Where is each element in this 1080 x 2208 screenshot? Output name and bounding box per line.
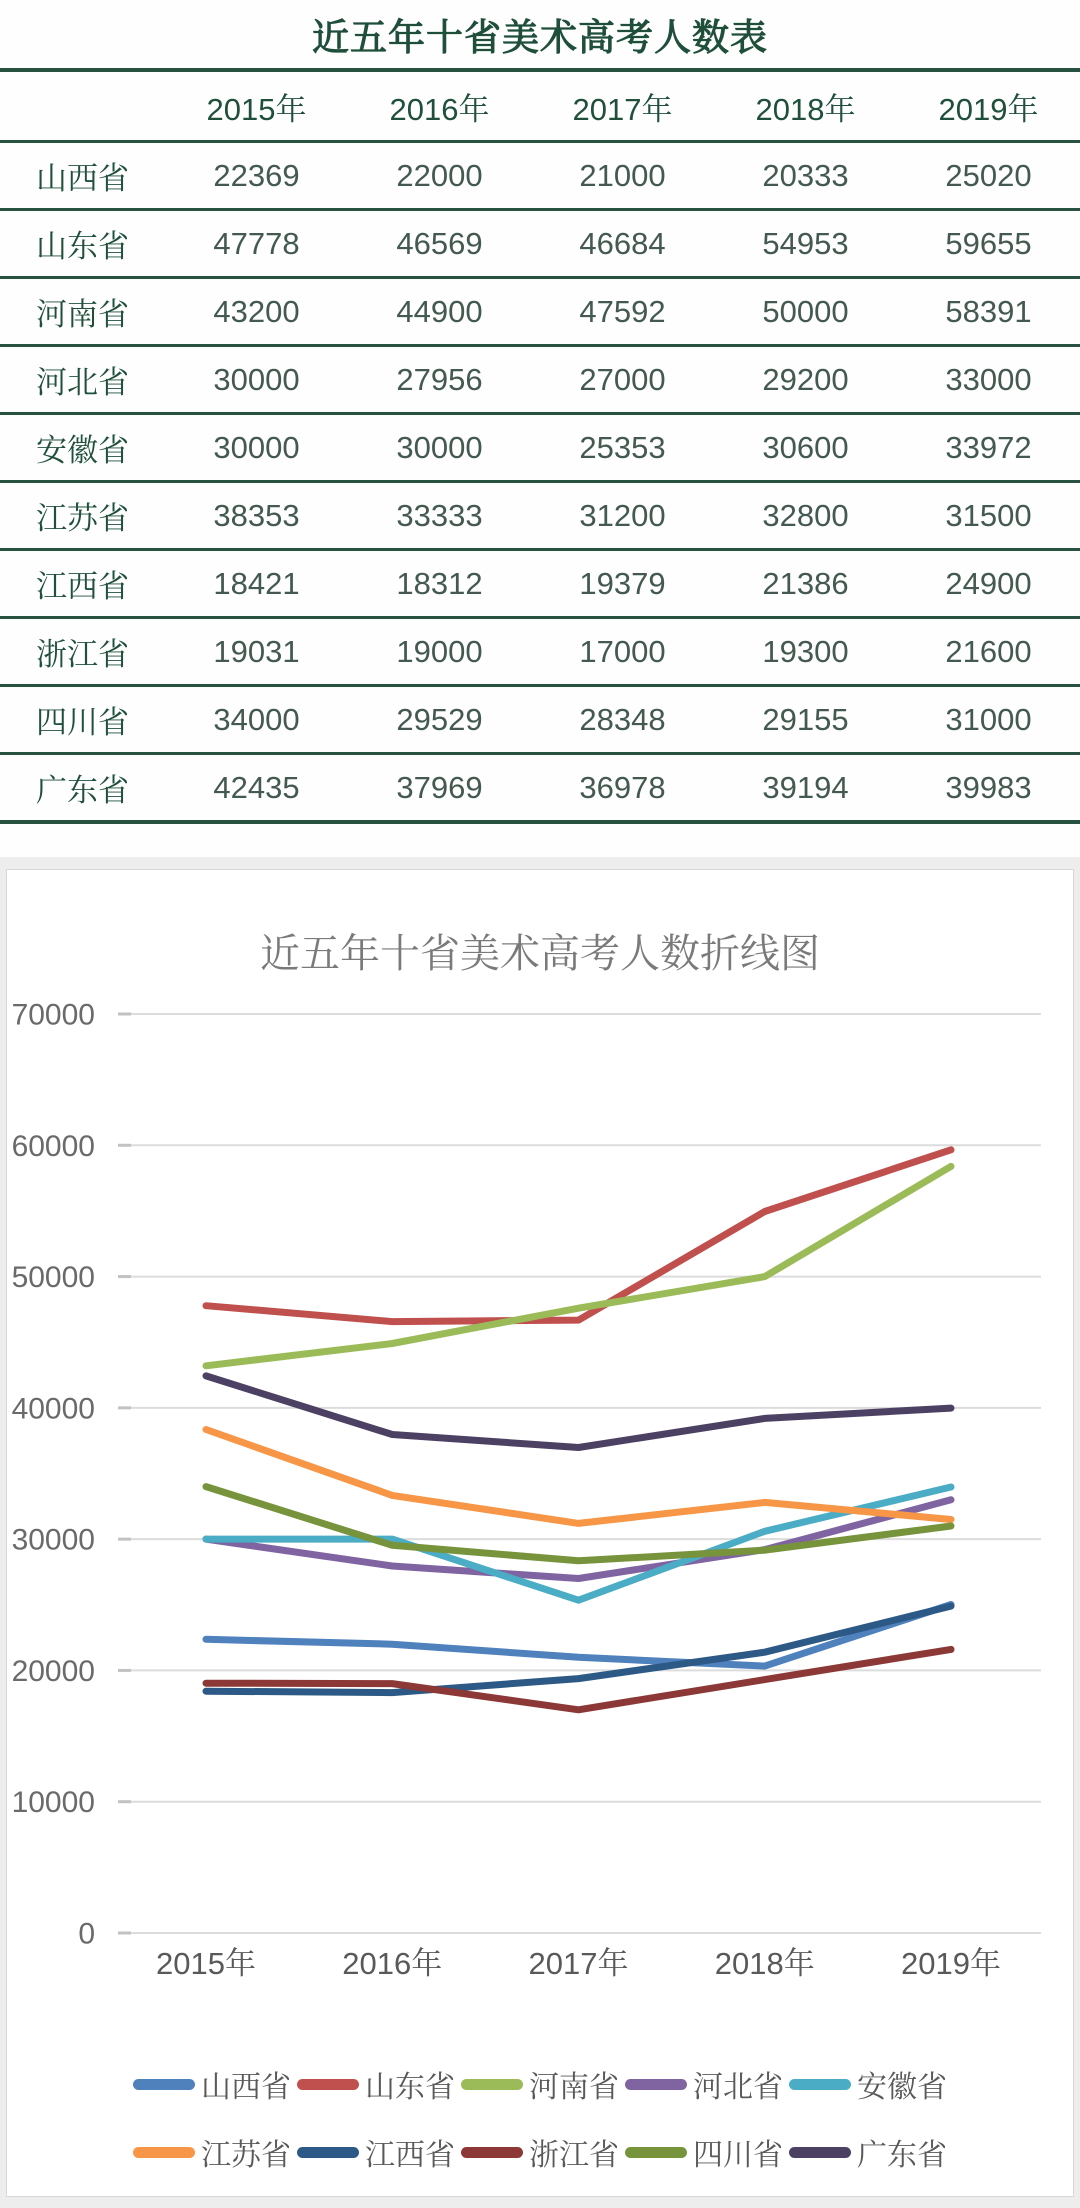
value-cell: 25353 — [531, 414, 714, 482]
legend-swatch — [461, 2079, 523, 2090]
province-cell: 山西省 — [0, 142, 165, 210]
legend-label: 四川省 — [693, 2139, 783, 2172]
value-cell: 46684 — [531, 210, 714, 278]
value-cell: 37969 — [348, 754, 531, 823]
legend-item — [625, 2062, 783, 2106]
value-cell: 31200 — [531, 482, 714, 550]
value-cell: 50000 — [714, 278, 897, 346]
province-cell: 浙江省 — [0, 618, 165, 686]
value-cell: 59655 — [897, 210, 1080, 278]
table-row — [0, 550, 1080, 618]
legend-item — [297, 2062, 455, 2106]
value-cell: 30600 — [714, 414, 897, 482]
series-line-江苏省 — [206, 1430, 951, 1524]
table-row — [0, 210, 1080, 278]
legend-label: 安徽省 — [857, 2071, 947, 2104]
province-cell: 河北省 — [0, 346, 165, 414]
legend-item — [625, 2130, 783, 2174]
value-cell: 19379 — [531, 550, 714, 618]
province-cell: 广东省 — [0, 754, 165, 823]
table-row — [0, 346, 1080, 414]
legend-row-2 — [7, 2130, 1073, 2174]
value-cell: 22000 — [348, 142, 531, 210]
province-cell: 河南省 — [0, 278, 165, 346]
value-cell: 27000 — [531, 346, 714, 414]
legend-swatch — [789, 2147, 851, 2158]
value-cell: 21600 — [897, 618, 1080, 686]
legend-label: 河南省 — [529, 2071, 619, 2104]
y-axis-label: 10000 — [11, 1786, 95, 1820]
value-cell: 31500 — [897, 482, 1080, 550]
legend-swatch — [133, 2147, 195, 2158]
value-cell: 19300 — [714, 618, 897, 686]
legend-item — [133, 2062, 291, 2106]
year-header: 2016年 — [348, 70, 531, 142]
value-cell: 39194 — [714, 754, 897, 823]
table-header-row — [0, 70, 1080, 142]
value-cell: 33000 — [897, 346, 1080, 414]
province-cell: 山东省 — [0, 210, 165, 278]
table-row — [0, 142, 1080, 210]
legend-swatch — [461, 2147, 523, 2158]
value-cell: 29529 — [348, 686, 531, 754]
value-cell: 29200 — [714, 346, 897, 414]
table-title: 近五年十省美术高考人数表 — [312, 17, 768, 58]
y-axis-label: 40000 — [11, 1392, 95, 1426]
value-cell: 31000 — [897, 686, 1080, 754]
x-axis-label: 2017年 — [528, 1946, 629, 1981]
legend-item — [789, 2062, 947, 2106]
y-axis-label: 30000 — [11, 1523, 95, 1557]
value-cell: 33333 — [348, 482, 531, 550]
value-cell: 33972 — [897, 414, 1080, 482]
value-cell: 21386 — [714, 550, 897, 618]
value-cell: 21000 — [531, 142, 714, 210]
legend-label: 山西省 — [201, 2071, 291, 2104]
chart-legend — [7, 2062, 1073, 2174]
value-cell: 54953 — [714, 210, 897, 278]
value-cell: 27956 — [348, 346, 531, 414]
value-cell: 30000 — [165, 414, 348, 482]
value-cell: 19031 — [165, 618, 348, 686]
y-axis-label: 20000 — [11, 1654, 95, 1688]
value-cell: 25020 — [897, 142, 1080, 210]
legend-label: 山东省 — [365, 2071, 455, 2104]
value-cell: 24900 — [897, 550, 1080, 618]
province-cell: 四川省 — [0, 686, 165, 754]
legend-label: 广东省 — [857, 2139, 947, 2172]
value-cell: 46569 — [348, 210, 531, 278]
table-corner-cell — [0, 70, 165, 142]
province-cell: 江西省 — [0, 550, 165, 618]
value-cell: 29155 — [714, 686, 897, 754]
y-axis-label: 70000 — [11, 998, 95, 1032]
table-row — [0, 278, 1080, 346]
legend-swatch — [789, 2079, 851, 2090]
province-data-table — [0, 68, 1080, 824]
year-header: 2019年 — [897, 70, 1080, 142]
legend-row-1 — [7, 2062, 1073, 2106]
legend-item — [133, 2130, 291, 2174]
table-body — [0, 142, 1080, 823]
y-axis-label: 50000 — [11, 1261, 95, 1295]
value-cell: 58391 — [897, 278, 1080, 346]
legend-item — [461, 2062, 619, 2106]
chart-title: 近五年十省美术高考人数折线图 — [260, 932, 820, 976]
year-header: 2018年 — [714, 70, 897, 142]
year-header: 2017年 — [531, 70, 714, 142]
legend-item — [461, 2130, 619, 2174]
value-cell: 30000 — [165, 346, 348, 414]
x-axis-label: 2019年 — [901, 1946, 1001, 1981]
chart-card — [6, 869, 1074, 2197]
value-cell: 18312 — [348, 550, 531, 618]
legend-swatch — [133, 2079, 195, 2090]
value-cell: 20333 — [714, 142, 897, 210]
series-line-河南省 — [206, 1166, 951, 1365]
legend-swatch — [297, 2147, 359, 2158]
table-row — [0, 414, 1080, 482]
x-axis-label: 2015年 — [156, 1946, 256, 1981]
value-cell: 47778 — [165, 210, 348, 278]
value-cell: 28348 — [531, 686, 714, 754]
legend-label: 江苏省 — [201, 2139, 291, 2172]
y-axis-label: 0 — [78, 1917, 95, 1951]
year-header: 2015年 — [165, 70, 348, 142]
value-cell: 38353 — [165, 482, 348, 550]
value-cell: 17000 — [531, 618, 714, 686]
legend-label: 河北省 — [693, 2071, 783, 2104]
table-row — [0, 482, 1080, 550]
value-cell: 30000 — [348, 414, 531, 482]
legend-item — [789, 2130, 947, 2174]
value-cell: 42435 — [165, 754, 348, 823]
value-cell: 43200 — [165, 278, 348, 346]
line-chart — [7, 980, 1075, 1992]
table-row — [0, 686, 1080, 754]
value-cell: 39983 — [897, 754, 1080, 823]
legend-item — [297, 2130, 455, 2174]
legend-swatch — [625, 2147, 687, 2158]
legend-swatch — [297, 2079, 359, 2090]
value-cell: 44900 — [348, 278, 531, 346]
legend-swatch — [625, 2079, 687, 2090]
x-axis-label: 2018年 — [714, 1946, 815, 1981]
value-cell: 32800 — [714, 482, 897, 550]
series-line-江西省 — [206, 1606, 951, 1693]
value-cell: 19000 — [348, 618, 531, 686]
series-line-广东省 — [206, 1376, 951, 1448]
table-row — [0, 754, 1080, 823]
value-cell: 18421 — [165, 550, 348, 618]
value-cell: 47592 — [531, 278, 714, 346]
value-cell: 36978 — [531, 754, 714, 823]
table-card — [0, 0, 1080, 857]
x-axis-label: 2016年 — [342, 1946, 443, 1981]
province-cell: 安徽省 — [0, 414, 165, 482]
value-cell: 22369 — [165, 142, 348, 210]
value-cell: 34000 — [165, 686, 348, 754]
legend-label: 江西省 — [365, 2139, 455, 2172]
y-axis-label: 60000 — [11, 1129, 95, 1163]
table-row — [0, 618, 1080, 686]
legend-label: 浙江省 — [529, 2139, 619, 2172]
province-cell: 江苏省 — [0, 482, 165, 550]
